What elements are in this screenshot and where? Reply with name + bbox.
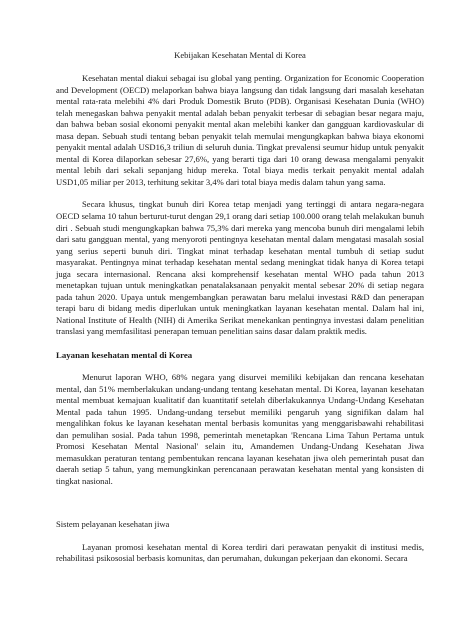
paragraph-intro: Kesehatan mental diakui sebagai isu global yang penting. Organization for Economic Cooperation and Development (OECD) melaporkan bahwa biaya langsung dan tidak langsung dari masalah kesehatan mental rata-rata melebihi 4% dari Produk Domestik Bruto (PDB). Organisasi Kesehatan Dunia (WHO) telah menegaskan bahwa penyakit mental adalah beban penyakit terbesar di sebagian besar negara maju, dan bahwa beban sosial ekonomi penyakit mental akan melebihi kanker dan gangguan kardiovaskular di masa depan. Sebuah studi tentang beban penyakit telah memulai mengungkapkan bahwa biaya ekonomi penyakit mental adalah USD16,3 triliun di seluruh dunia. Tingkat prevalensi seumur hidup untuk penyakit mental di Korea dilaporkan sebesar 27,6%, yang berarti tiga dari 10 orang dewasa mengalami penyakit mental lebih dari sekali sepanjang hidup mereka. Total biaya medis terkait penyakit mental adalah USD1,05 miliar per 2013, terhitung sekitar 3,4% dari total biaya medis dalam tahun yang sama.: [56, 73, 424, 187]
paragraph-service-system: Layanan promosi kesehatan mental di Korea terdiri dari perawatan penyakit di institusi medis, rehabilitasi psikososial berbasis komunitas, dan perumahan, dukungan pekerjaan dan ekonomi. Secara: [56, 541, 424, 564]
section-heading-mental-health-services: Layanan kesehatan mental di Korea: [56, 350, 193, 361]
section-heading-service-system: Sistem pelayanan kesehatan jiwa: [56, 518, 170, 529]
document-title: Kebijakan Kesehatan Mental di Korea: [174, 50, 306, 60]
paragraph-mental-health-services: Menurut laporan WHO, 68% negara yang disurvei memiliki kebijakan dan rencana kesehatan mental, dan 51% memberlakukan undang-undang tentang kesehatan mental. Di Korea, layanan kesehatan mental membuat kemajuan kualitatif dan kuantitatif setelah diberlakukannya Undang-Undang Kesehatan Mental pada tahun 1995. Undang-undang tersebut memiliki pengaruh yang signifikan dalam hal mengalihkan fokus ke layanan kesehatan mental berbasis komunitas yang menggarisbawahi rehabilitasi dan pemulihan sosial. Pada tahun 1998, pemerintah menetapkan 'Rencana Lima Tahun Pertama untuk Promosi Kesehatan Mental Nasional' selain itu, Amandemen Undang-Undang Kesehatan Jiwa memasukkan peraturan tentang pembentukan rencana layanan kesehatan jiwa oleh pemerintah pusat dan daerah setiap 5 tahun, yang memungkinkan perencanaan perawatan kesehatan mental yang konsisten di tingkat nasional.: [56, 372, 424, 486]
paragraph-suicide-rate: Secara khusus, tingkat bunuh diri Korea tetap menjadi yang tertinggi di antara negara-negara OECD selama 10 tahun berturut-turut dengan 29,1 orang dari setiap 100.000 orang telah melakukan bunuh diri . Sebuah studi mengungkapkan bahwa 75,3% dari mereka yang mencoba bunuh diri mengalami lebih dari satu gangguan mental, yang menyoroti pentingnya kesehatan mental dalam mengatasi masalah sosial yang serius seperti bunuh diri. Tingkat minat terhadap kesehatan mental tumbuh di setiap sudut masyarakat. Pentingnya minat terhadap kesehatan mental sedang meningkat tidak hanya di Korea tetapi juga secara internasional. Rencana aksi komprehensif kesehatan mental WHO pada tahun 2013 menetapkan tujuan untuk meningkatkan penatalaksanaan penyakit mental sebesar 20% di setiap negara pada tahun 2020. Upaya untuk mengembangkan perawatan baru melalui investasi R&D dan penerapan terapi baru di bidang medis diperlukan untuk meningkatkan layanan kesehatan mental. Dalam hal ini, National Institute of Health (NIH) di Amerika Serikat menekankan pentingnya investasi dalam penelitian translasi yang memfasilitasi penerapan temuan penelitian sains dasar dalam praktik medis.: [56, 199, 424, 337]
